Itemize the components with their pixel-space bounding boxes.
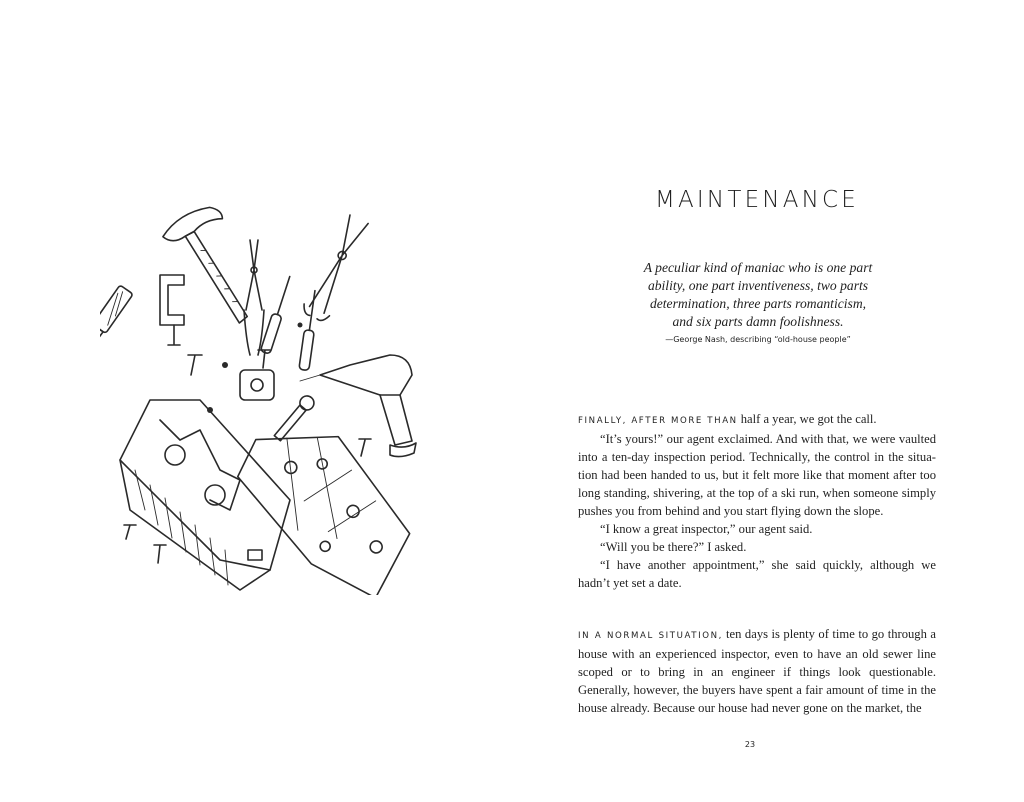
tin-snips-icon	[244, 240, 264, 355]
nails-icon	[124, 323, 371, 564]
section-lead-in: IN A NORMAL SITUATION,	[578, 631, 724, 641]
epigraph-quote	[608, 259, 908, 331]
pliers-icon	[301, 213, 372, 323]
tape-measure-icon	[240, 370, 274, 400]
drill-icon	[300, 355, 416, 457]
paragraph: “It’s yours!” our agent exclaimed. And with that, we were vaulted into a ten-day inspection period. Technically, the control in the situation had been handed to us, but it felt more like that moment after too long standing, shivering, at the top of a ski run, when someone simply pushes you from behind and you start flying down the slope.	[578, 432, 936, 518]
screwdriver-icon	[299, 290, 320, 371]
epigraph-line: determination, three parts romanticism,	[649, 296, 867, 311]
paragraph: “Will you be there?” I asked.	[600, 540, 747, 554]
paragraph	[578, 410, 936, 430]
epigraph-line: A peculiar kind of maniac who is one part	[643, 260, 873, 275]
c-clamp-icon	[160, 275, 184, 345]
screwdriver-icon	[260, 275, 294, 354]
paragraph-text: half a year, we got the call.	[740, 412, 877, 426]
section-one	[578, 410, 936, 592]
paragraph	[578, 625, 936, 717]
toolbox-icon	[120, 400, 290, 590]
chapter-title: MAINTENANCE	[654, 187, 860, 213]
epigraph-line: and six parts damn foolishness.	[672, 314, 844, 329]
wrench-icon	[272, 393, 317, 443]
paragraph: “I have another appointment,” she said quickly, although we hadn’t yet set a date.	[578, 558, 936, 590]
epigraph-attribution: —George Nash, describing “old-house people”	[665, 335, 851, 344]
tools-illustration	[100, 205, 520, 595]
chisel-icon	[100, 285, 133, 368]
section-two	[578, 625, 936, 717]
page-number: 23	[744, 740, 756, 749]
tools-sketch-icon	[100, 205, 520, 595]
paragraph-text: ten days is plenty of time to go through a house with an experienced inspector, even to have an old sewer line scoped or to bring in an engineer if things look questionable. Generally, however, the buyers have spent a fair amount of time in the house already. Because our house had never gone on the market, the	[578, 627, 937, 715]
paragraph: “I know a great inspector,” our agent said.	[600, 522, 813, 536]
section-lead-in: FINALLY, AFTER MORE THAN	[578, 416, 738, 426]
epigraph-line: ability, one part inventiveness, two parts	[647, 278, 869, 293]
